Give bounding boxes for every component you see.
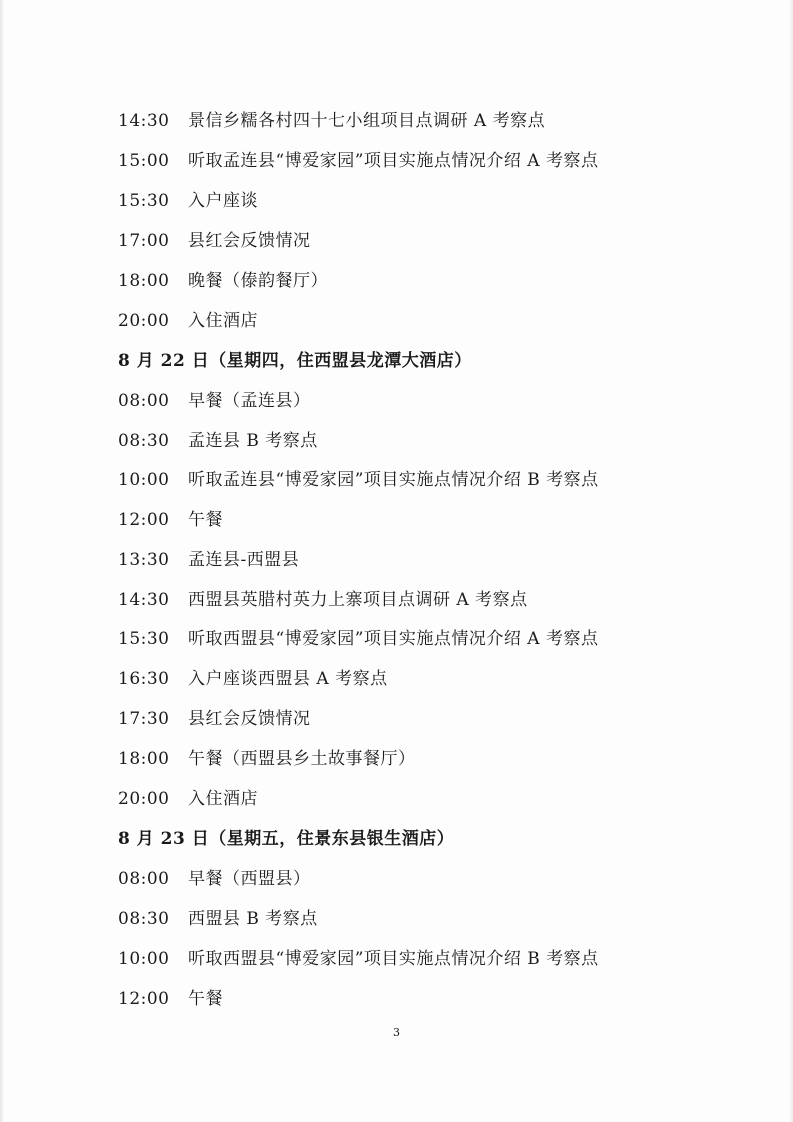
schedule-item (118, 428, 318, 454)
schedule-time: 18:00 (118, 749, 170, 769)
schedule-event: 入住酒店 (188, 311, 258, 331)
schedule-time: 10:00 (118, 949, 170, 969)
schedule-time: 15:00 (118, 151, 170, 171)
schedule-item (118, 108, 545, 134)
schedule-item (118, 308, 258, 334)
scan-right-edge (789, 0, 793, 1122)
schedule-event: 晚餐（傣韵餐厅） (188, 271, 328, 291)
schedule-time: 20:00 (118, 311, 170, 331)
page-number: 3 (393, 1026, 400, 1039)
schedule-time: 17:00 (118, 231, 170, 251)
schedule-event: 听取孟连县“博爱家园”项目实施点情况介绍 B 考察点 (188, 470, 599, 490)
schedule-time: 10:00 (118, 470, 170, 490)
schedule-item (118, 626, 598, 652)
schedule-time: 15:30 (118, 191, 170, 211)
schedule-item (118, 388, 311, 414)
schedule-item (118, 507, 223, 533)
schedule-time: 15:30 (118, 629, 170, 649)
schedule-event: 午餐 (188, 510, 223, 530)
schedule-event: 西盟县英腊村英力上寨项目点调研 A 考察点 (188, 590, 528, 610)
scan-left-edge (0, 0, 4, 1122)
schedule-item (118, 587, 528, 613)
schedule-time: 18:00 (118, 271, 170, 291)
schedule-event: 县红会反馈情况 (188, 709, 311, 729)
schedule-item (118, 866, 311, 892)
schedule-item (118, 188, 258, 214)
schedule-item (118, 666, 388, 692)
schedule-item (118, 148, 598, 174)
schedule-event: 午餐 (188, 989, 223, 1009)
schedule-item (118, 547, 299, 573)
schedule-event: 午餐（西盟县乡土故事餐厅） (188, 749, 416, 769)
schedule-event: 景信乡糯各村四十七小组项目点调研 A 考察点 (188, 111, 546, 131)
schedule-time: 13:30 (118, 550, 170, 570)
schedule-time: 17:30 (118, 709, 170, 729)
schedule-item (118, 467, 599, 493)
schedule-event: 入户座谈 (188, 191, 258, 211)
schedule-event: 入户座谈西盟县 A 考察点 (188, 669, 388, 689)
schedule-event: 早餐（西盟县） (188, 869, 311, 889)
schedule-time: 08:30 (118, 909, 170, 929)
schedule-item (118, 706, 311, 732)
day-heading-22: 8 月 22 日（星期四，住西盟县龙潭大酒店） (118, 351, 472, 371)
schedule-event: 听取孟连县“博爱家园”项目实施点情况介绍 A 考察点 (188, 151, 599, 171)
schedule-event: 听取西盟县“博爱家园”项目实施点情况介绍 B 考察点 (188, 949, 599, 969)
schedule-event: 早餐（孟连县） (188, 391, 311, 411)
schedule-event: 县红会反馈情况 (188, 231, 311, 251)
day-heading-23: 8 月 23 日（星期五，住景东县银生酒店） (118, 829, 455, 849)
schedule-time: 14:30 (118, 111, 170, 131)
schedule-item (118, 746, 416, 772)
schedule-item (118, 786, 258, 812)
schedule-event: 孟连县 B 考察点 (188, 431, 318, 451)
schedule-time: 20:00 (118, 789, 170, 809)
schedule-time: 14:30 (118, 590, 170, 610)
schedule-item (118, 906, 318, 932)
schedule-event: 孟连县-西盟县 (188, 550, 300, 570)
schedule-item (118, 946, 599, 972)
schedule-time: 08:00 (118, 391, 170, 411)
schedule-time: 16:30 (118, 669, 170, 689)
schedule-event: 听取西盟县“博爱家园”项目实施点情况介绍 A 考察点 (188, 629, 599, 649)
schedule-time: 12:00 (118, 989, 170, 1009)
schedule-time: 08:30 (118, 431, 170, 451)
schedule-item (118, 268, 328, 294)
schedule-time: 08:00 (118, 869, 170, 889)
schedule-item (118, 228, 311, 254)
schedule-item (118, 986, 223, 1012)
schedule-event: 入住酒店 (188, 789, 258, 809)
schedule-event: 西盟县 B 考察点 (188, 909, 318, 929)
schedule-time: 12:00 (118, 510, 170, 530)
